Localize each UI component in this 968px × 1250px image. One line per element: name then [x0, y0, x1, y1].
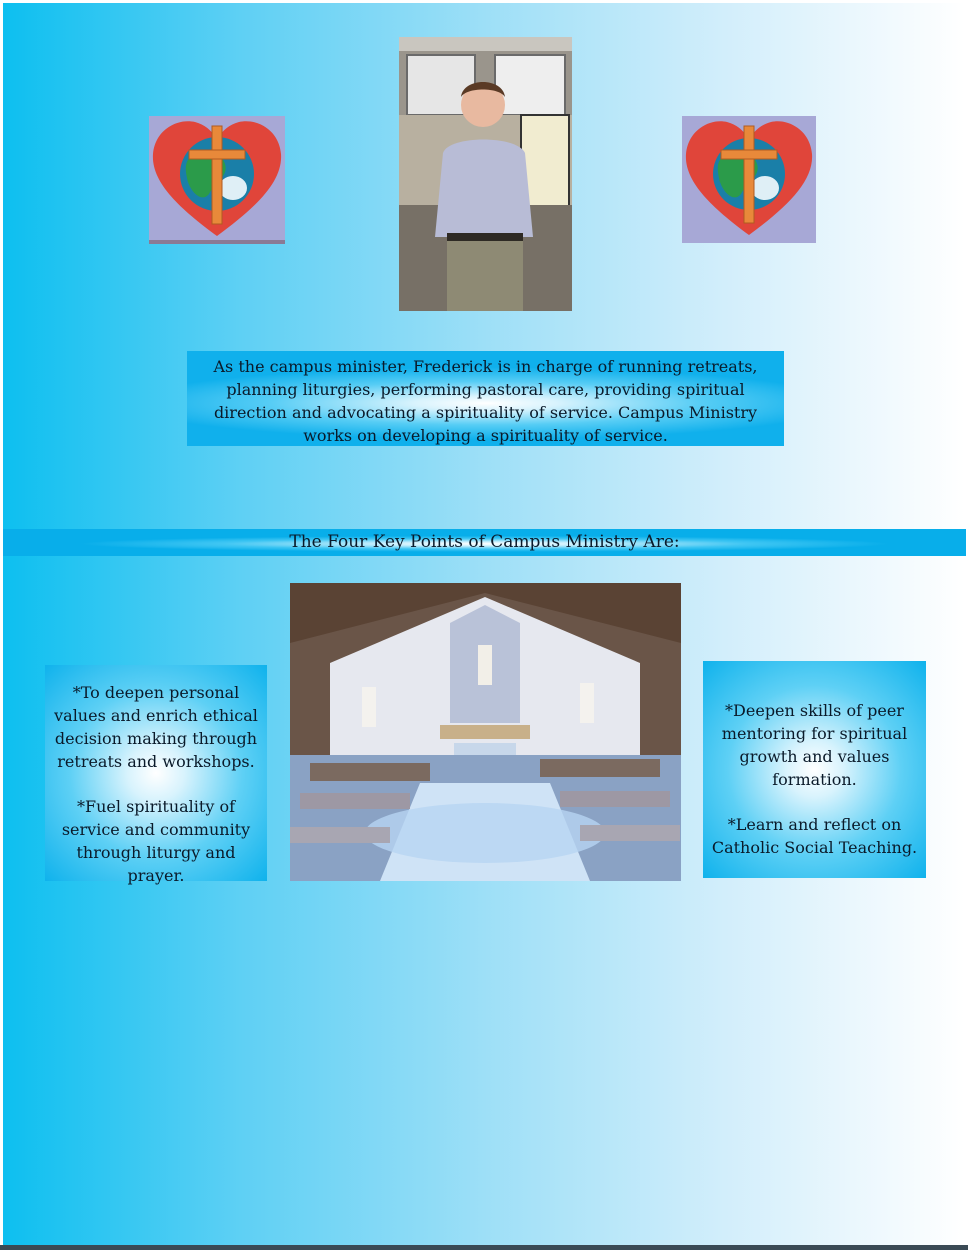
heart-globe-cross-icon	[682, 116, 816, 243]
campus-minister-photo	[399, 37, 572, 311]
heart-globe-cross-icon	[149, 116, 285, 244]
key-point-3: *Deepen skills of peer mentoring for spiritual growth and values formation.	[721, 701, 908, 789]
bottom-divider	[0, 1245, 968, 1250]
key-points-banner	[3, 529, 966, 556]
intro-text-box	[187, 351, 784, 446]
key-points-left-box	[45, 665, 267, 885]
key-points-right-box	[703, 661, 926, 878]
key-point-4: *Learn and reflect on Catholic Social Teaching.	[711, 815, 918, 857]
intro-text: As the campus minister, Frederick is in charge of running retreats, planning liturgies, performing pastoral care, providing spiritual direction and advocating a spirituality of service. Campus Ministry works on developing a spirituality of service.	[213, 357, 758, 445]
chapel-interior-photo	[290, 583, 681, 881]
key-points-title: The Four Key Points of Campus Ministry Are:	[289, 532, 680, 552]
key-point-2: *Fuel spirituality of service and community through liturgy and prayer.	[61, 797, 251, 885]
key-point-1: *To deepen personal values and enrich ethical decision making through retreats and workshops.	[54, 683, 258, 771]
